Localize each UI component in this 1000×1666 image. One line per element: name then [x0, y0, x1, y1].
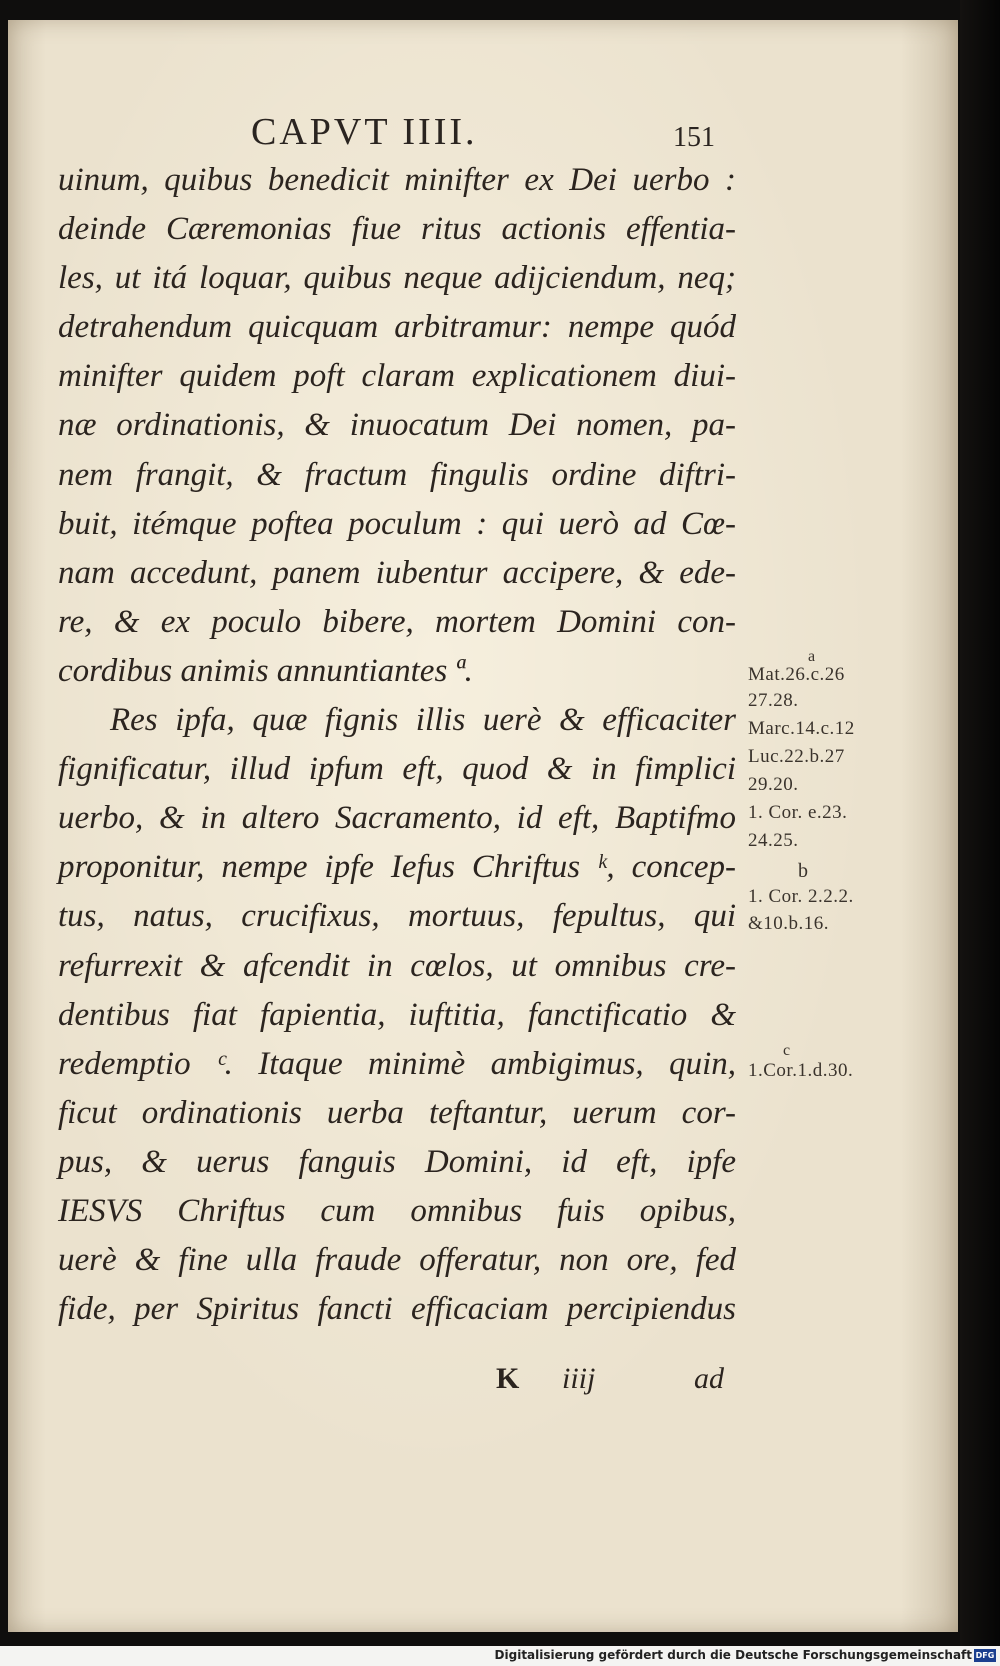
text-line: uerbo, & in altero Sacramento, id eft, Baptifmo: [58, 800, 736, 837]
catchword: ad: [694, 1362, 724, 1395]
text-line: proponitur, nempe ipfe Iefus Chriftus ᵏ, concep-: [58, 849, 736, 886]
text-line: cordibus animis annuntiantes ª.: [58, 652, 473, 689]
text-line: pus, & uerus fanguis Domini, id eft, ipfe: [58, 1143, 736, 1180]
signature-mark: K: [496, 1362, 520, 1395]
paragraph-start-line: Res ipfa, quæ fignis illis uerè & efficaciter: [110, 702, 736, 739]
margin-note: 29.20.: [748, 774, 799, 795]
text-line: buit, itémque poftea poculum : qui uerò ad Cœ-: [58, 505, 736, 542]
margin-note: 24.25.: [748, 830, 799, 851]
margin-note: 1.Cor.1.d.30.: [748, 1060, 854, 1081]
footer-credit: Digitalisierung gefördert durch die Deutsche Forschungsgemeinschaft: [494, 1648, 972, 1662]
chapter-title: CAPVT IIII.: [251, 111, 478, 153]
margin-letter-c: c: [783, 1042, 791, 1059]
text-line: nam accedunt, panem iubentur accipere, & ede-: [58, 554, 736, 591]
margin-note: 27.28.: [748, 690, 799, 711]
text-line: detrahendum quicquam arbitramur: nempe quód: [58, 309, 736, 346]
text-line: dentibus fiat fapientia, iuftitia, fanctificatio &: [58, 996, 736, 1033]
text-line: fignificatur, illud ipfum eft, quod & in fimplici: [58, 751, 736, 788]
text-line: tus, natus, crucifixus, mortuus, fepultus, qui: [58, 898, 736, 935]
text-line: minifter quidem poft claram explicationem diui-: [58, 358, 736, 395]
page-number: 151: [673, 122, 715, 153]
text-line: les, ut itá loquar, quibus neque adijciendum, neq;: [58, 260, 736, 297]
margin-note: 1. Cor. e.23.: [748, 802, 848, 823]
book-page: [8, 20, 958, 1632]
text-line: næ ordinationis, & inuocatum Dei nomen, pa-: [58, 407, 736, 444]
margin-note: Luc.22.b.27: [748, 746, 845, 767]
margin-note: Mat.26.c.26: [748, 664, 845, 685]
text-line: refurrexit & afcendit in cœlos, ut omnibus cre-: [58, 947, 736, 984]
book-edge: [960, 0, 1000, 1666]
marginal-notes: [8, 20, 958, 1632]
text-line: nem frangit, & fractum fingulis ordine diftri-: [58, 456, 736, 493]
dfg-logo: DFG: [975, 1651, 995, 1660]
text-line: fide, per Spiritus fancti efficaciam percipiendus: [58, 1291, 736, 1328]
text-line: redemptio ᶜ. Itaque minimè ambigimus, quin,: [58, 1045, 736, 1082]
text-line: uerè & fine ulla fraude offeratur, non ore, fed: [58, 1242, 736, 1279]
margin-note: &10.b.16.: [748, 913, 830, 934]
footer-bar: [0, 1646, 1000, 1666]
text-line: uinum, quibus benedicit minifter ex Dei uerbo :: [58, 162, 736, 198]
text-line: IESVS Chriftus cum omnibus fuis opibus,: [58, 1192, 736, 1229]
margin-note: Marc.14.c.12: [748, 718, 855, 739]
signature-number: iiij: [562, 1362, 596, 1395]
text-line: deinde Cæremonias fiue ritus actionis effentia-: [58, 211, 736, 248]
margin-note: 1. Cor. 2.2.2.: [748, 886, 854, 907]
text-line: re, & ex poculo bibere, mortem Domini con-: [58, 603, 736, 640]
margin-letter-b: b: [798, 860, 808, 882]
text-line: ficut ordinationis uerba teftantur, uerum cor-: [58, 1094, 736, 1131]
margin-letter-a: a: [808, 648, 816, 665]
